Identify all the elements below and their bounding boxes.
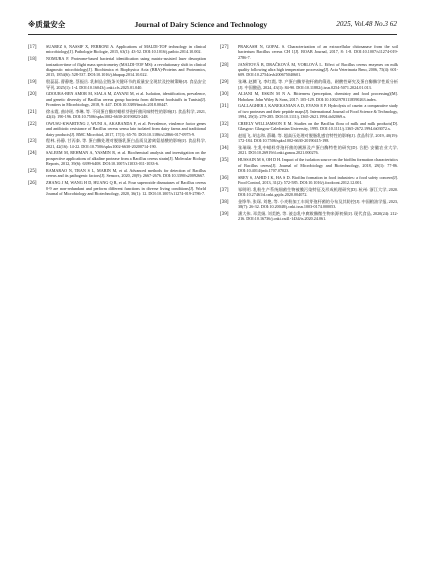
reference-number: [37] [220,186,229,192]
reference-entry [28,91,206,107]
reference-entry [220,145,398,156]
reference-entry [220,211,398,222]
reference-number: [36] [220,174,229,180]
reference-text: ALIANI M, ESKIN M N A. Bitterness (perception, chemistry and food processing)[M]. Hoboken: John Wiley & Sons, 2017: 105-129. DOI:10.1002/9781118590263.index. [238,91,398,102]
reference-text: 潘大伟, 邓美娟, 刘美艳, 等. 液态乳中腐败酶微生物来源初探[J]. 现代食品, 2020(24): 212-216. DOI:10.16736/j.cnki.cn41-1434/ts.2020.24.061. [238,210,398,222]
reference-number: [34] [220,145,229,151]
reference-number: [25] [28,168,37,174]
reference-number: [38] [220,198,229,204]
reference-text: GDOURA-BEN AMOR M, SIALA M, ZAYANI M, et al. Isolation, identification, prevalence, and genetic diversity of Bacillus cereus group bacteria from different foodstuffs in Tunisia[J]. Frontiers in Microbiology, 2018, 9: 447. DOI:10.3389/fmicb.2018.00447. [46,91,206,108]
reference-number: [32] [220,120,229,126]
reference-entry [28,138,206,149]
reference-text: GALLAGHER J, KANEKANIAN A D, EVANS E P. Hydrolysis of casein: a comparative study of two proteases and their peptide maps[J]. International Journal of Food Science & Technology, 1994, 29(3): 279-285. DOI:10.1111/j.1365-2621.1994.tb02069.x. [238,103,398,120]
reference-text: SREY S, JAHID I K, HA S D. Biofilm formation in food industries: a food safety concern[J]. Food Control, 2013, 31(2): 572-585. DOI:10.1016/j.foodcont.2012.12.001. [238,174,398,186]
reference-entry [28,150,206,166]
reference-entry [220,91,398,102]
reference-number: [26] [28,180,37,186]
reference-text: 张瑞瑞. 生乳中蜡样芽孢杆菌的溯源及产蛋白酶特性的研究[D]. 合肥: 安徽农业大学, 2021. DOI:10.26919/d.cnki.ganou.2021.000276. [238,145,398,156]
reference-text: JANŠTOVÁ B, DRAČKOVÁ M, VORLOVÁ L. Effect of Bacillus cereus enzymes on milk quality following ultra high temperature processing[J]. Acta Veterinaria Brno, 2006, 75(4): 601-609. DOI:10.2754/avb200675040601. [238,61,398,78]
reference-number: [39] [220,210,229,216]
reference-number: [20] [28,91,37,97]
reference-text: NOMURA F. Proteome-based bacterial identification using matrix-assisted laser desorption ionization-time of flight mass spectrometry (MALDI-TOF MS): a revolutionary shift in clinical diagnostic microbiology[J]. Biochimica et Biophysica Acta (BBA)-Proteins and Proteomics, 2015, 1854(6): 528-537. DOI:10.1016/j.bbapap.2014.10.022. [46,56,206,78]
reference-number: [33] [220,132,229,138]
reference-number: [23] [28,138,37,144]
reference-entry [28,168,206,179]
reference-text: SALEEM M, REHMAN A, YASMIN R, et al. Biochemical analysis and investigation on the prospective applications of alkaline protease from a Bacillus cereus strain[J]. Molecular Biology Reports, 2012, 39(6): 6399-6408. DOI:10.1007/s11033-011-1033-6. [46,150,206,167]
reference-text: RAMARAO N, TRAN S L, MARIN M, et al. Advanced methods for detection of Bacillus cereus and its pathogenic factors[J]. Sensors, 2020, 20(9): 2667-2676. DOI:10.3390/s20092667. [46,168,206,179]
reference-text: 邹明明. 乳粉生产系统细菌生物被膜污染特征及形成机理研究[D]. 杭州: 浙江大学, 2020. DOI:10.27461/d.cnki.gzjdx.2020.004072. [238,186,398,198]
reference-text: 程林, 孙静, 甘丙泰, 等. 蛋白酶处理对脱脂乳蛋白品质及游离氨基酸的影响[J]. 食品科学, 2021, 42(16): 14-22. DOI:10.7506/spkx1002-6630-20200714-190. [46,138,206,149]
reference-entry [220,199,398,210]
reference-entry [28,56,206,78]
reference-entry [220,133,398,144]
reference-entry [28,44,206,55]
reference-number: [35] [220,157,229,163]
reference-entry [28,79,206,90]
reference-entry [220,44,398,60]
reference-text: OWUSU-KWARTENG J, WUNI A, AKABANDA F, et al. Prevalence, virulence factor genes and antibiotic resistance of Bacillus cereus sensu lato isolated from dairy farms and traditional dairy products[J]. BMC Microbiol, 2017, 17(1): 65-70. DOI:10.1186/s12866-017-0975-9. [46,120,206,137]
reference-text: CREELY WILLIAMSON E M. Studies on the Bacillus flora of milk and milk products[D]. Glasgow: Glasgow Caledonian University, 1995. DOI:10.1111/j.1365-2672.1994.tb03072.x. [238,120,398,132]
reference-entry [220,157,398,173]
reference-text: 金铮华, 张琛, 刘艳, 等. 小麦粉加工车间芽孢杆菌的分布及其防控[J]. 中国粮油学报, 2023, 38(7): 26-32. DOI:10.20048/j.cnki.issn.1003-0174.000053. [238,198,398,210]
reference-column-left [28,44,206,554]
reference-text: SUAREZ S, NASSIF X, FERRONI A. Applications of MALDI-TOF technology in clinical microbiology[J]. Pathologie Biologie, 2015, 63(1): 43-52. DOI:10.1016/j.patbio.2014.10.002. [46,44,206,55]
journal-title: Journal of Dairy Science and Technology [134,19,268,29]
page-header [28,16,397,35]
reference-number: [28] [220,61,229,67]
reference-entry [220,62,398,78]
reference-number: [27] [220,44,229,49]
reference-text: PRAKASH N, GOPAL S. Characterization of an extracellular chitosanase from the soil bacterium Bacillus cereus CH 1[J]. BOAB Journal, 2017, 8: 1-8. DOI:10.1007/s11274-019-2786-7. [238,44,398,60]
reference-text: ZHANG J M, WANG H D, HUANG Q R, et al. Four superoxide dismutases of Bacillus cereus 0-9 are non-redundant and perform different functions in diverse living conditions[J]. World Journal of Microbiology and Biotechnology, 2020, 36(1): 12. DOI:10.1007/s11274-019-2786-7. [46,180,206,197]
section-label: ※质量安全 [28,19,66,29]
reference-entry [28,109,206,120]
reference-text: HUSSAIN M S, OH D H. Impact of the isolation source on the biofilm formation characteristics of Bacillus cereus[J]. Journal of Microbiology and Biotechnology, 2018, 28(1): 77-86. DOI:10.4014/jmb.1707.07023. [238,157,398,174]
reference-entry [220,103,398,119]
reference-text: 赵旭飞, 胡志和, 薛璐, 等. 超高压处理对脱脂乳感官特性的影响[J]. 食品科学, 2019, 40(19): 172-184. DOI:10.7506/spkx1002-6630-20190415-198. [238,132,398,144]
reference-entry [220,79,398,90]
reference-number: [31] [220,103,229,109]
issue-page-number: 2025, Vol.48 No.3 62 [336,20,397,28]
reference-number: [29] [220,79,229,85]
reference-entry [220,187,398,198]
reference-text: 殷蕊蕊, 曹静艳, 蔡振岳. 乳制品全链条关键环节的质量安全现状及控制策略[J]. 食品安全导刊, 2025(1): 1-4. DOI:10.16043/j.cnki.cfs.2025.01.040. [46,79,206,90]
reference-entry [220,121,398,132]
reference-entry [220,175,398,186]
reference-number: [18] [28,56,37,62]
reference-number: [17] [28,44,37,49]
reference-number: [21] [28,108,37,114]
reference-entry [28,180,206,196]
reference-number: [22] [28,120,37,126]
reference-number: [30] [220,91,229,97]
reference-columns [28,44,398,554]
reference-number: [24] [28,150,37,156]
reference-text: 徐永霞, 曲诗瑶, 李琳, 等. 不同蛋白酶对蜡样芽孢杆菌风味特性的影响[J]. 食品科学, 2021, 42(4): 190-196. DOI:10.7506/spkx1002-6630-20190823-248. [46,108,206,120]
reference-entry [28,121,206,137]
reference-text: 张琳, 赵腾飞, 李红霞, 等. 产蛋白酶芽孢杆菌的筛选、耐酸性研究及蛋白酶酶学性质分析[J]. 中国酿造, 2024, 43(1): 84-90. DOI:10.11882/j.issn.0254-5071.2024.01.013. [238,79,398,90]
reference-column-right [220,44,398,554]
reference-number: [19] [28,79,37,85]
